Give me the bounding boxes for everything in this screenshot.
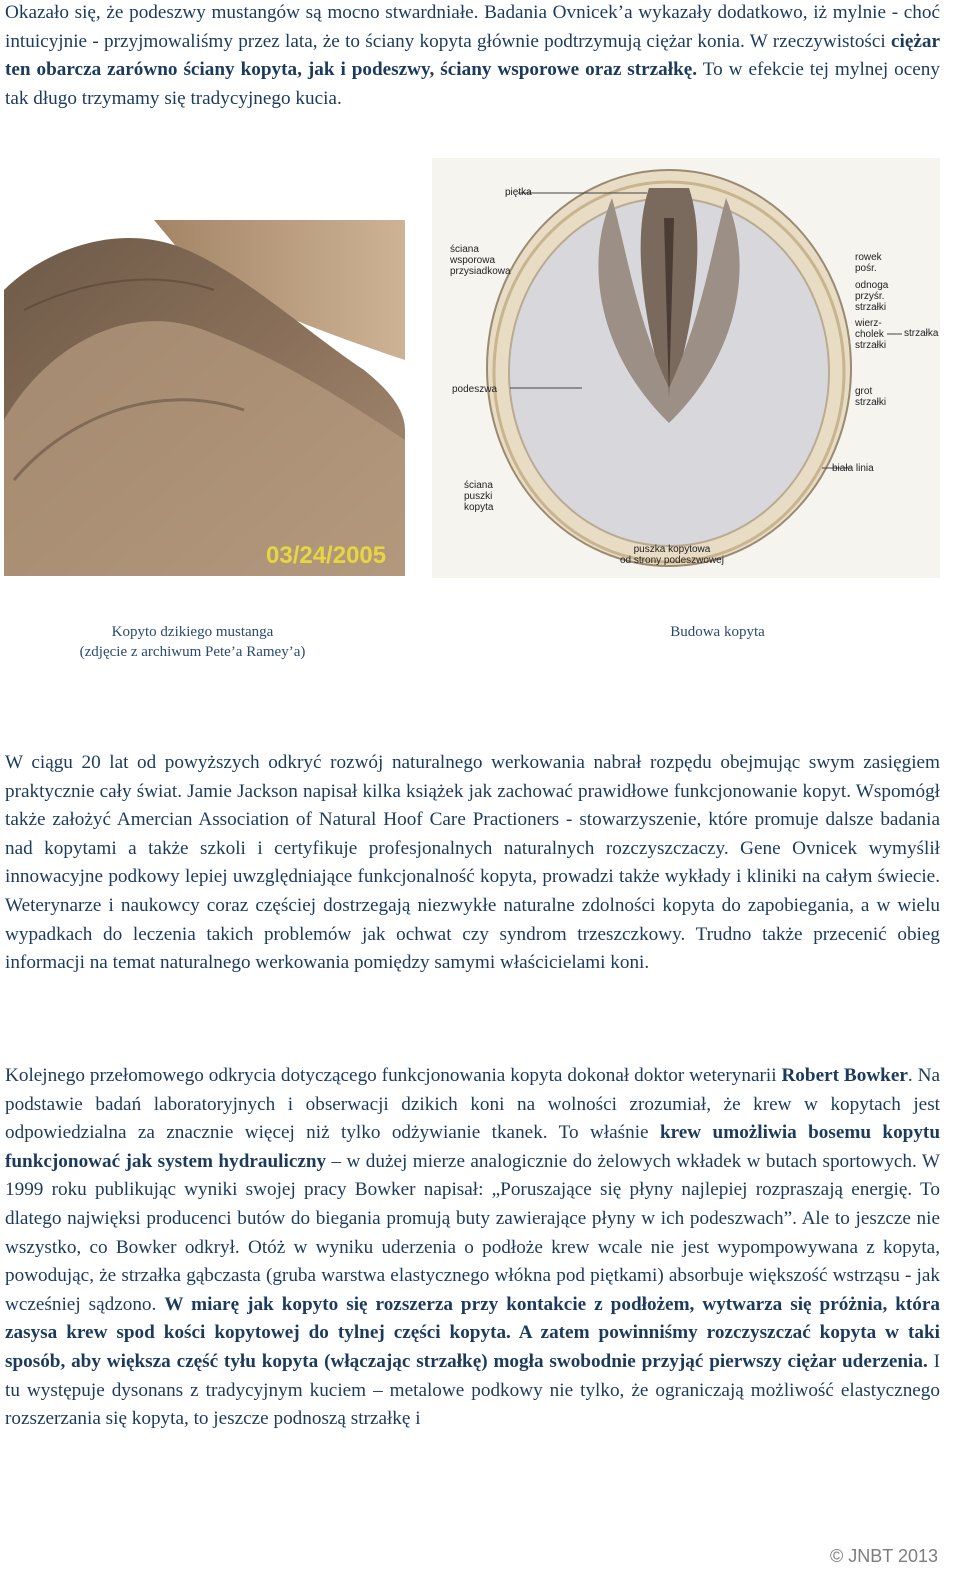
intro-text-2: To w efekcie tej mylnej oceny tak długo trzymamy się tradycyjnego kucia. (5, 59, 940, 109)
hoof-diagram-drawing (432, 158, 940, 578)
photo-date-stamp: 03/24/2005 (266, 542, 387, 569)
history-paragraph: W ciągu 20 lat od powyższych odkryć rozwój naturalnego werkowania nabrał rozpędu obejmując swym zasięgiem praktycznie cały świat. Jamie Jackson napisał kilka książek jak zachować prawidłowe funkcjonowanie kopyt. Wspomógł także założyć Amercian Association of Natural Hoof Care Practioners - stowarzyszenie, które promuje dalsze badania nad kopytami a także szkoli i certyfikuje profesjonalnych naturalnych rozczyszczaczy. Gene Ovnicek wymyślił innowacyjne podkowy lepiej uwzględniające funkcjonalność kopyta, prowadzi także wykłady i kliniki na całym świecie. Weterynarze i naukowcy coraz częściej dostrzegają niezwykłe naturalne zdolności kopyta do zapobiegania, a w wielu wypadkach do leczenia takich problemów jak ochwat czy syndrom trzeszczkowy. Trudno także przecenić obieg informacji na temat naturalnego werkowania pomiędzy samymi właścicielami koni. (5, 752, 940, 974)
bowker-text-4: I tu występuje dysonans z tradycyjnym kuciem – metalowe podkowy nie tylko, że ograniczają możliwość elastycznego rozszerzania się kopyta, to jeszcze podnoszą strzałkę i (5, 1350, 941, 1430)
bowker-text-2: . Na podstawie badań laboratoryjnych i obserwacji dzikich koni na wolności zrozumiał, że krew w kopytach jest odpowiedzialna za znacznie więcej niż tylko odżywianie tkanek. To właśnie (5, 1065, 940, 1144)
label-biala-linia: biała linia (832, 463, 874, 474)
bowker-bold-3: W miarę jak kopyto się rozszerza przy kontakcie z podłożem, wytwarza się próżnia, która zasysa krew spod kości kopytowej do tylnej części kopyta. A zatem powinniśmy rozczyszczać kopyta w taki sposób, aby większa część tyłu kopyta (włączając strzałkę) mogła swobodnie przyjąć pierwszy ciężar uderzenia. (5, 1293, 941, 1372)
label-pietka: piętka (505, 187, 532, 198)
label-grot: grot strzałki (855, 386, 887, 408)
intro-bold-1: ciężar ten obarcza zarówno ściany kopyta, jak i podeszwy, ściany wsporowe oraz strzałkę. (5, 30, 940, 81)
copyright-footer: © JNBT 2013 (830, 1546, 938, 1566)
label-rowek: rowek pośr. (855, 252, 882, 274)
label-puszka: puszka kopytowa od strony podeszwowej (620, 544, 724, 566)
label-podeszwa: podeszwa (452, 384, 498, 395)
label-strzalka: strzałka (904, 328, 939, 339)
label-sciana-puszki: ściana puszki kopyta (464, 480, 494, 513)
bowker-text-3: – w dużej mierze analogicznie do żelowych wkładek w butach sportowych. W 1999 roku publikując wyniki swojej pracy Bowker napisał: „Poruszające się płyny najlepiej rozpraszają energię. To dlatego najwięksi producenci butów do biegania promują buty zawierające płyny w ich podeszwach”. Ale to jeszcze nie wszystko, co Bowker odkrył. Otóż w wyniku uderzenia o podłoże krew wcale nie jest wypompowywana z kopyta, powodując, że strzałka gąbczasta (gruba warstwa elastycznego włókna pod piętkami) absorbuje większość wstrząsu - jak wcześniej sądzono. (5, 1150, 940, 1315)
bowker-name: Robert Bowker (781, 1065, 908, 1086)
photo-caption-line1: Kopyto dzikiego mustanga (111, 624, 274, 640)
photo-caption-line2: (zdjęcie z archiwum Pete’a Ramey’a) (79, 644, 306, 660)
bowker-text-1: Kolejnego przełomowego odkrycia dotyczącego funkcjonowania kopyta dokonał doktor weterynarii (5, 1065, 782, 1086)
intro-paragraph (5, 0, 940, 113)
diagram-caption: Budowa kopyta (670, 624, 765, 640)
photo-caption (30, 622, 355, 662)
label-sciana-wsporowa: ściana wsporowa przysiadkowa (450, 244, 511, 277)
hoof-structure-diagram (432, 158, 940, 578)
label-wierzcholek: wierz- cholek strzałki (855, 318, 887, 351)
bowker-bold-2: krew umożliwia bosemu kopytu funkcjonować jak system hydrauliczny (5, 1122, 940, 1172)
label-odnoga: odnoga przyśr. strzałki (855, 280, 889, 313)
intro-text-1: Okazało się, że podeszwy mustangów są mocno stwardniałe. Badania Ovnicek’a wykazały dodatkowo, iż mylnie - choć intuicyjnie - przyjmowaliśmy przez lata, że to ściany kopyta głównie podtrzymują ciężar konia. W rzeczywistości (5, 2, 940, 52)
mustang-hoof-photo (4, 220, 405, 576)
bowker-paragraph (5, 1062, 940, 1434)
